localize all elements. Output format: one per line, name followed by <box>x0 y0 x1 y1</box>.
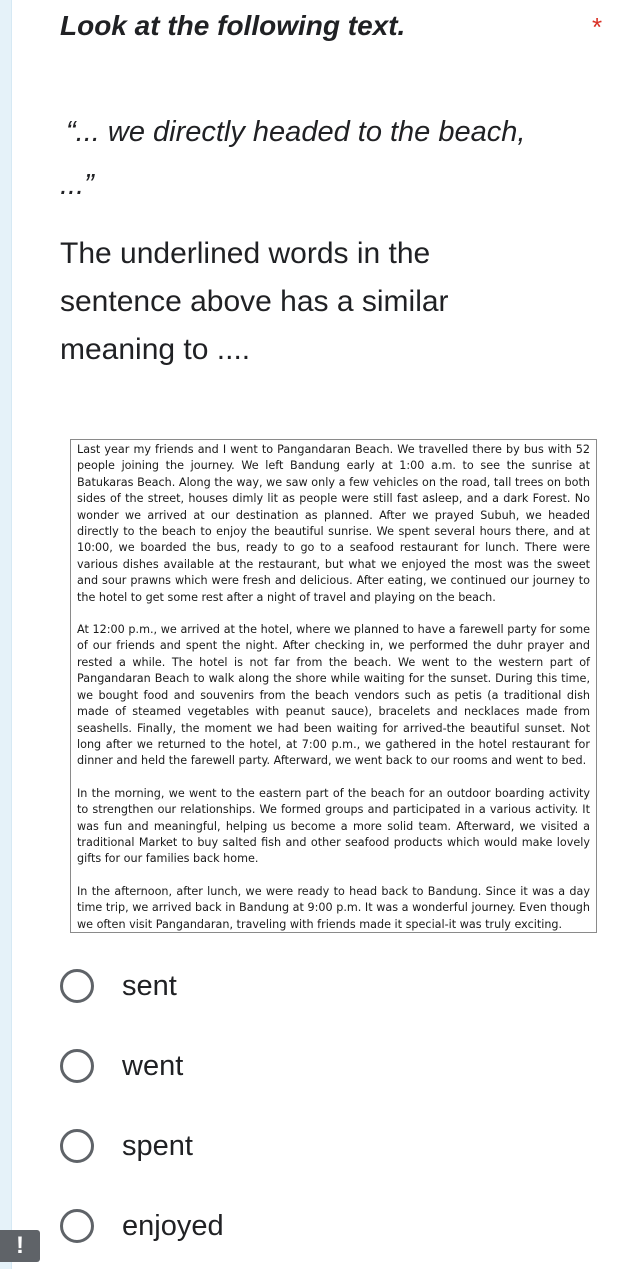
question-title: Look at the following text. <box>60 10 406 41</box>
radio-circle-icon[interactable] <box>60 1209 94 1243</box>
quoted-sentence <box>60 106 580 212</box>
option-went[interactable] <box>60 1046 183 1086</box>
option-label: went <box>122 1049 184 1082</box>
option-sent[interactable] <box>60 966 177 1006</box>
alert-icon[interactable]: ! <box>0 1230 40 1262</box>
radio-circle-icon[interactable] <box>60 1129 94 1163</box>
question-prompt: The underlined words in the sentence above has a similar meaning to .... <box>60 237 449 366</box>
option-label: enjoyed <box>122 1209 224 1242</box>
option-label: spent <box>122 1129 193 1162</box>
passage-image <box>70 439 597 933</box>
option-enjoyed[interactable] <box>60 1206 224 1246</box>
quote-line-1: “... we directly headed to the beach, <box>66 116 526 148</box>
passage-paragraph-2: At 12:00 p.m., we arrived at the hotel, where we planned to have a farewell party for some of our friends and spent the night. After checking in, we performed the duhr prayer and rested a while. The hotel is not far from the beach. We went to the western part of Pangandaran Beach to walk along the shore while waiting for the sunset. During this time, we bought food and souvenirs from the beach vendors such as petis (a traditional dish made of steamed vegetables with peanut sauce), bracelets and necklaces made from seashells. Finally, the moment we had been waiting for arrived-the beautiful sunset. Not long after we returned to the hotel, at 7:00 p.m., we gathered in the hotel restaurant for dinner and held the farewell party. Afterward, we went back to our rooms and went to bed. <box>77 623 590 768</box>
passage-paragraph-1: Last year my friends and I went to Pangandaran Beach. We travelled there by bus with 52 people joining the journey. We left Bandung early at 1:00 a.m. to see the sunrise at Batukaras Beach. Along the way, we saw only a few vehicles on the road, tall trees on both sides of the street, houses dimly lit as people were still fast asleep, and a dark Forest. No wonder we arrived at our destination as planned. After we prayed Subuh, we headed directly to the beach to enjoy the beautiful sunrise. We spent several hours there, and at 10:00, we boarded the bus, ready to go to a seafood restaurant for lunch. There were various dishes available at the restaurant, but what we enjoyed the most was the sweet and sour prawns which were fresh and delicious. After eating, we continued our journey to the hotel to get some rest after a night of travel and playing on the beach. <box>77 443 590 604</box>
left-accent-strip <box>0 0 12 1269</box>
option-spent[interactable] <box>60 1126 193 1166</box>
radio-circle-icon[interactable] <box>60 1049 94 1083</box>
option-label: sent <box>122 969 177 1002</box>
quote-line-2: ...” <box>60 169 94 201</box>
required-asterisk: * <box>592 12 603 42</box>
radio-circle-icon[interactable] <box>60 969 94 1003</box>
passage-paragraph-3: In the morning, we went to the eastern part of the beach for an outdoor boarding activity to strengthen our relationships. We formed groups and participated in a various activity. It was fun and meaningful, helping us become a more solid team. Afterward, we visited a traditional Market to buy salted fish and other seafood products which would make lovely gifts for our families back home. <box>77 786 590 866</box>
passage-paragraph-4: In the afternoon, after lunch, we were ready to head back to Bandung. Since it was a day time trip, we arrived back in Bandung at 9:00 p.m. It was a wonderful journey. Even though we often visit Pangandaran, traveling with friends made it special-it was truly exciting. <box>77 884 590 931</box>
